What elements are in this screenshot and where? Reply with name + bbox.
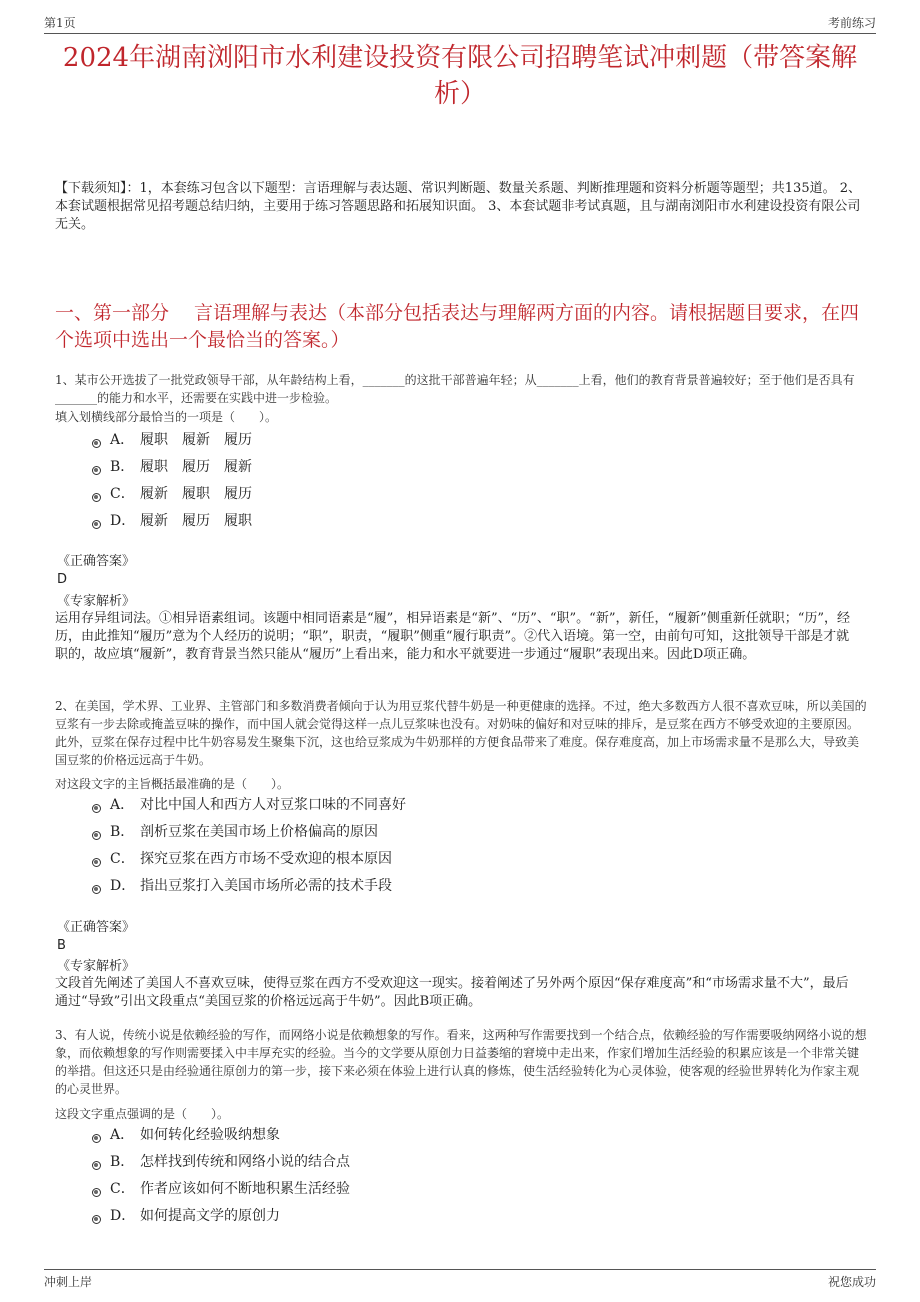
answer-label: 《正确答案》 xyxy=(57,554,136,569)
radio-button[interactable] xyxy=(92,804,101,813)
option-d[interactable] xyxy=(92,1206,280,1226)
section-title: 一、第一部分 言语理解与表达（本部分包括表达与理解两方面的内容。请根据题目要求，在四个选项中选出一个最恰当的答案。） xyxy=(55,302,860,351)
radio-button[interactable] xyxy=(92,858,101,867)
option-d[interactable] xyxy=(92,511,252,531)
option-text: 如何转化经验吸纳想象 xyxy=(140,1127,280,1143)
download-notice: 【下载须知】：1，本套练习包含以下题型：言语理解与表达题、常识判断题、数量关系题、判断推理题和资料分析题等题型；共135道。 2、本套试题根据常见招考题总结归纳，主要用于练习答题思路和拓展知识面。 3、本套试题非考试真题，且与湖南浏阳市水利建设投资有限公司无关。 xyxy=(55,181,861,232)
option-text: 作者应该如何不断地积累生活经验 xyxy=(140,1181,350,1197)
footer-divider xyxy=(44,1269,876,1270)
option-letter: B． xyxy=(110,1154,135,1170)
option-letter: D． xyxy=(110,878,136,894)
option-letter: A． xyxy=(110,432,135,448)
question-prompt: 这段文字重点强调的是（ ）。 xyxy=(55,1107,230,1121)
option-b[interactable] xyxy=(92,822,378,842)
option-letter: D． xyxy=(110,1208,136,1224)
option-b[interactable] xyxy=(92,457,252,477)
analysis-text: 文段首先阐述了美国人不喜欢豆味，使得豆浆在西方不受欢迎这一现实。接着阐述了另外两个原因“保存难度高”和“市场需求量不大”，最后通过“导致”引出文段重点“美国豆浆的价格远远高于牛奶”。因此B项正确。 xyxy=(55,976,849,1009)
option-text: 怎样找到传统和网络小说的结合点 xyxy=(140,1154,350,1170)
question-prompt: 对这段文字的主旨概括最准确的是（ ）。 xyxy=(55,777,290,791)
option-c[interactable] xyxy=(92,484,252,504)
answer-value: D xyxy=(57,572,68,587)
radio-button[interactable] xyxy=(92,466,101,475)
radio-button[interactable] xyxy=(92,493,101,502)
option-text: 履职 履新 履历 xyxy=(140,432,252,448)
option-c[interactable] xyxy=(92,1179,350,1199)
radio-button[interactable] xyxy=(92,1215,101,1224)
analysis-label: 《专家解析》 xyxy=(57,959,136,974)
radio-button[interactable] xyxy=(92,831,101,840)
radio-button[interactable] xyxy=(92,1134,101,1143)
header-divider xyxy=(44,33,876,34)
question-stem: 3、有人说，传统小说是依赖经验的写作，而网络小说是依赖想象的写作。看来，这两种写作需要找到一个结合点，依赖经验的写作需要吸纳网络小说的想象，而依赖想象的写作则需要揉入中丰厚充实的经验。当今的文学要从原创力日益萎缩的窘境中走出来，作家们增加生活经验的积累应该是一个非常关键的举措。但这还只是由经验通往原创力的第一步，接下来必须在体验上进行认真的修炼，使生活经验转化为心灵体验，使客观的经验世界转化为作家主观的心灵世界。 xyxy=(55,1028,867,1096)
option-text: 指出豆浆打入美国市场所必需的技术手段 xyxy=(140,878,392,894)
option-letter: C． xyxy=(110,486,135,502)
option-text: 如何提高文学的原创力 xyxy=(140,1208,280,1224)
option-d[interactable] xyxy=(92,876,392,896)
option-letter: C． xyxy=(110,1181,135,1197)
option-a[interactable] xyxy=(92,795,406,815)
option-a[interactable] xyxy=(92,1125,280,1145)
option-text: 对比中国人和西方人对豆浆口味的不同喜好 xyxy=(140,797,406,813)
option-text: 履新 履历 履职 xyxy=(140,513,252,529)
answer-value: B xyxy=(57,938,66,953)
page-title: 2024年湖南浏阳市水利建设投资有限公司招聘笔试冲刺题（带答案解析） xyxy=(62,43,858,109)
radio-button[interactable] xyxy=(92,885,101,894)
option-letter: B． xyxy=(110,824,135,840)
radio-button[interactable] xyxy=(92,1188,101,1197)
option-text: 剖析豆浆在美国市场上价格偏高的原因 xyxy=(140,824,378,840)
option-letter: B． xyxy=(110,459,135,475)
page-number: 第1页 xyxy=(44,16,76,30)
option-a[interactable] xyxy=(92,430,252,450)
radio-button[interactable] xyxy=(92,439,101,448)
option-c[interactable] xyxy=(92,849,392,869)
analysis-label: 《专家解析》 xyxy=(57,594,136,609)
option-b[interactable] xyxy=(92,1152,350,1172)
answer-label: 《正确答案》 xyxy=(57,920,136,935)
radio-button[interactable] xyxy=(92,1161,101,1170)
option-text: 履职 履历 履新 xyxy=(140,459,252,475)
footer-left-text: 冲刺上岸 xyxy=(44,1275,93,1289)
option-letter: A． xyxy=(110,1127,135,1143)
question-stem: 2、在美国，学术界、工业界、主管部门和多数消费者倾向于认为用豆浆代替牛奶是一种更健康的选择。不过，绝大多数西方人很不喜欢豆味，所以美国的豆浆有一步去除或掩盖豆味的操作，而中国人就会觉得这样一点儿豆浆味也没有。对奶味的偏好和对豆味的排斥，是豆浆在西方不够受欢迎的主要原因。此外，豆浆在保存过程中比牛奶容易发生聚集下沉，这也给豆浆成为牛奶那样的方便食品带来了难度。保存难度高，加上市场需求量不是那么大，导致美国豆浆的价格远远高于牛奶。 xyxy=(55,699,867,767)
question-stem: 1、某市公开选拔了一批党政领导干部，从年龄结构上看，_______的这批干部普遍年轻；从_______上看，他们的教育背景普遍较好；至于他们是否具有_______的能力和水平，还需要在实践中进一步检验。 xyxy=(55,373,855,405)
option-letter: A． xyxy=(110,797,135,813)
analysis-text: 运用存异组词法。①相异语素组词。该题中相同语素是“履”，相异语素是“新”、“历”、“职”。“新”，新任，“履新”侧重新任就职；“历”，经历，由此推知“履历”意为个人经历的说明；“职”，职责，“履职”侧重“履行职责”。②代入语境。第一空，由前句可知，这批领导干部是才就职的，故应填“履新”，教育背景当然只能从“履历”上看出来，能力和水平就要进一步通过“履职”表现出来。因此D项正确。 xyxy=(55,611,851,662)
radio-button[interactable] xyxy=(92,520,101,529)
option-letter: C． xyxy=(110,851,135,867)
question-prompt: 填入划横线部分最恰当的一项是（ ）。 xyxy=(55,410,278,424)
footer-right-text: 祝您成功 xyxy=(827,1275,876,1289)
option-text: 探究豆浆在西方市场不受欢迎的根本原因 xyxy=(140,851,392,867)
option-letter: D． xyxy=(110,513,136,529)
header-label: 考前练习 xyxy=(827,16,876,30)
option-text: 履新 履职 履历 xyxy=(140,486,252,502)
